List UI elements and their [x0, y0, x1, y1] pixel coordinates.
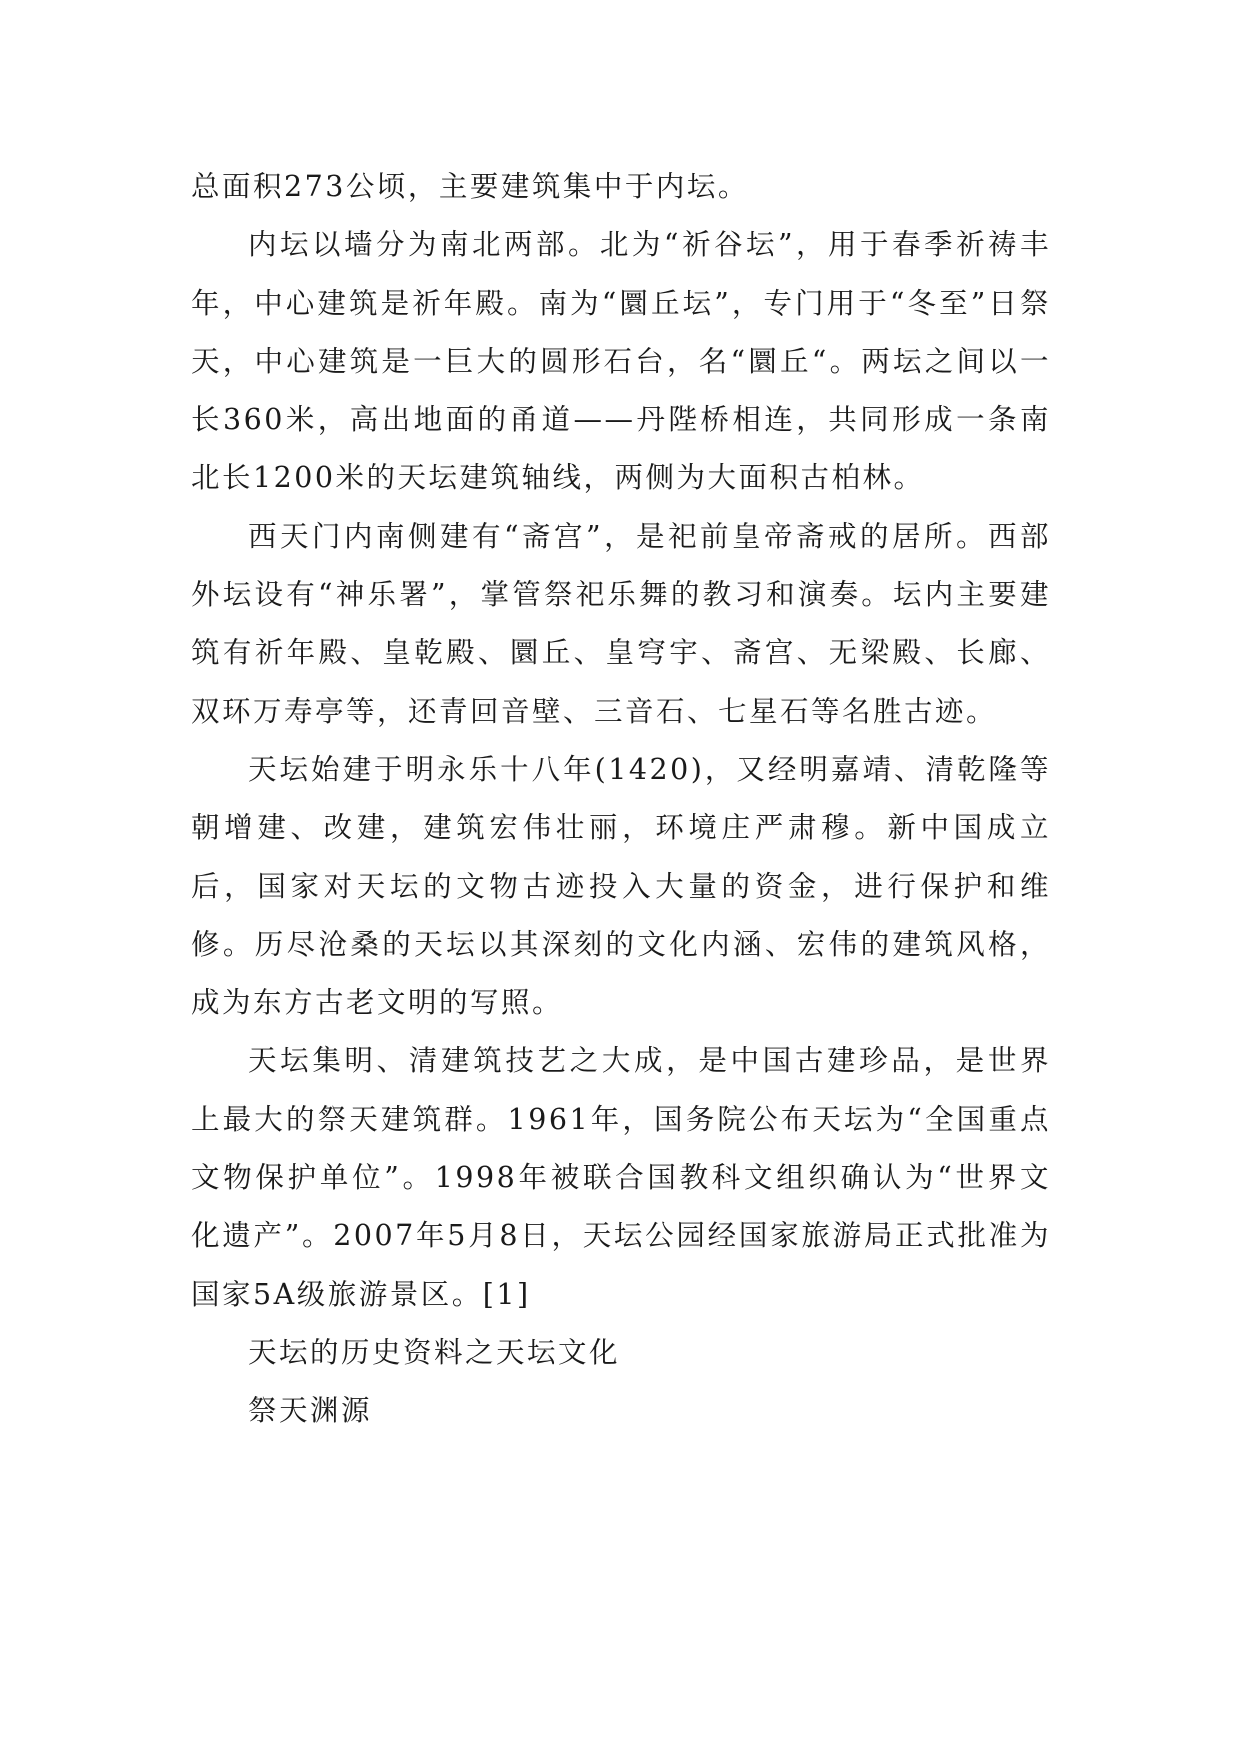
paragraph-inner-altar: 内坛以墙分为南北两部。北为“祈谷坛”，用于春季祈祷丰年，中心建筑是祈年殿。南为“圜丘坛”，专门用于“冬至”日祭天，中心建筑是一巨大的圆形石台，名“圜丘“。两坛之间以一长360米，高出地面的甬道——丹陛桥相连，共同形成一条南北长1200米的天坛建筑轴线，两侧为大面积古柏林。 — [191, 228, 1051, 495]
paragraph-west-gate: 西天门内南侧建有“斋宫”，是祀前皇帝斋戒的居所。西部外坛设有“神乐署”，掌管祭祀乐舞的教习和演奏。坛内主要建筑有祈年殿、皇乾殿、圜丘、皇穹宇、斋宫、无梁殿、长廊、双环万寿亭等，还青回音壁、三音石、七星石等名胜古迹。 — [191, 519, 1051, 728]
paragraph-history: 天坛始建于明永乐十八年(1420)，又经明嘉靖、清乾隆等朝增建、改建，建筑宏伟壮丽，环境庄严肃穆。新中国成立后，国家对天坛的文物古迹投入大量的资金，进行保护和维修。历尽沧桑的天坛以其深刻的文化内涵、宏伟的建筑风格，成为东方古老文明的写照。 — [191, 752, 1051, 1020]
section-heading-culture: 天坛的历史资料之天坛文化 — [248, 1335, 621, 1369]
paragraph-heritage: 天坛集明、清建筑技艺之大成，是中国古建珍品，是世界上最大的祭天建筑群。1961年，国务院公布天坛为“全国重点文物保护单位”。1998年被联合国教科文组织确认为“世界文化遗产”。2007年5月8日，天坛公园经国家旅游局正式批准为国家5A级旅游景区。[1] — [191, 1044, 1051, 1311]
document-page — [191, 158, 1051, 1441]
section-heading-origin: 祭天渊源 — [248, 1394, 373, 1428]
paragraph-continuation: 总面积273公顷，主要建筑集中于内坛。 — [191, 170, 749, 203]
